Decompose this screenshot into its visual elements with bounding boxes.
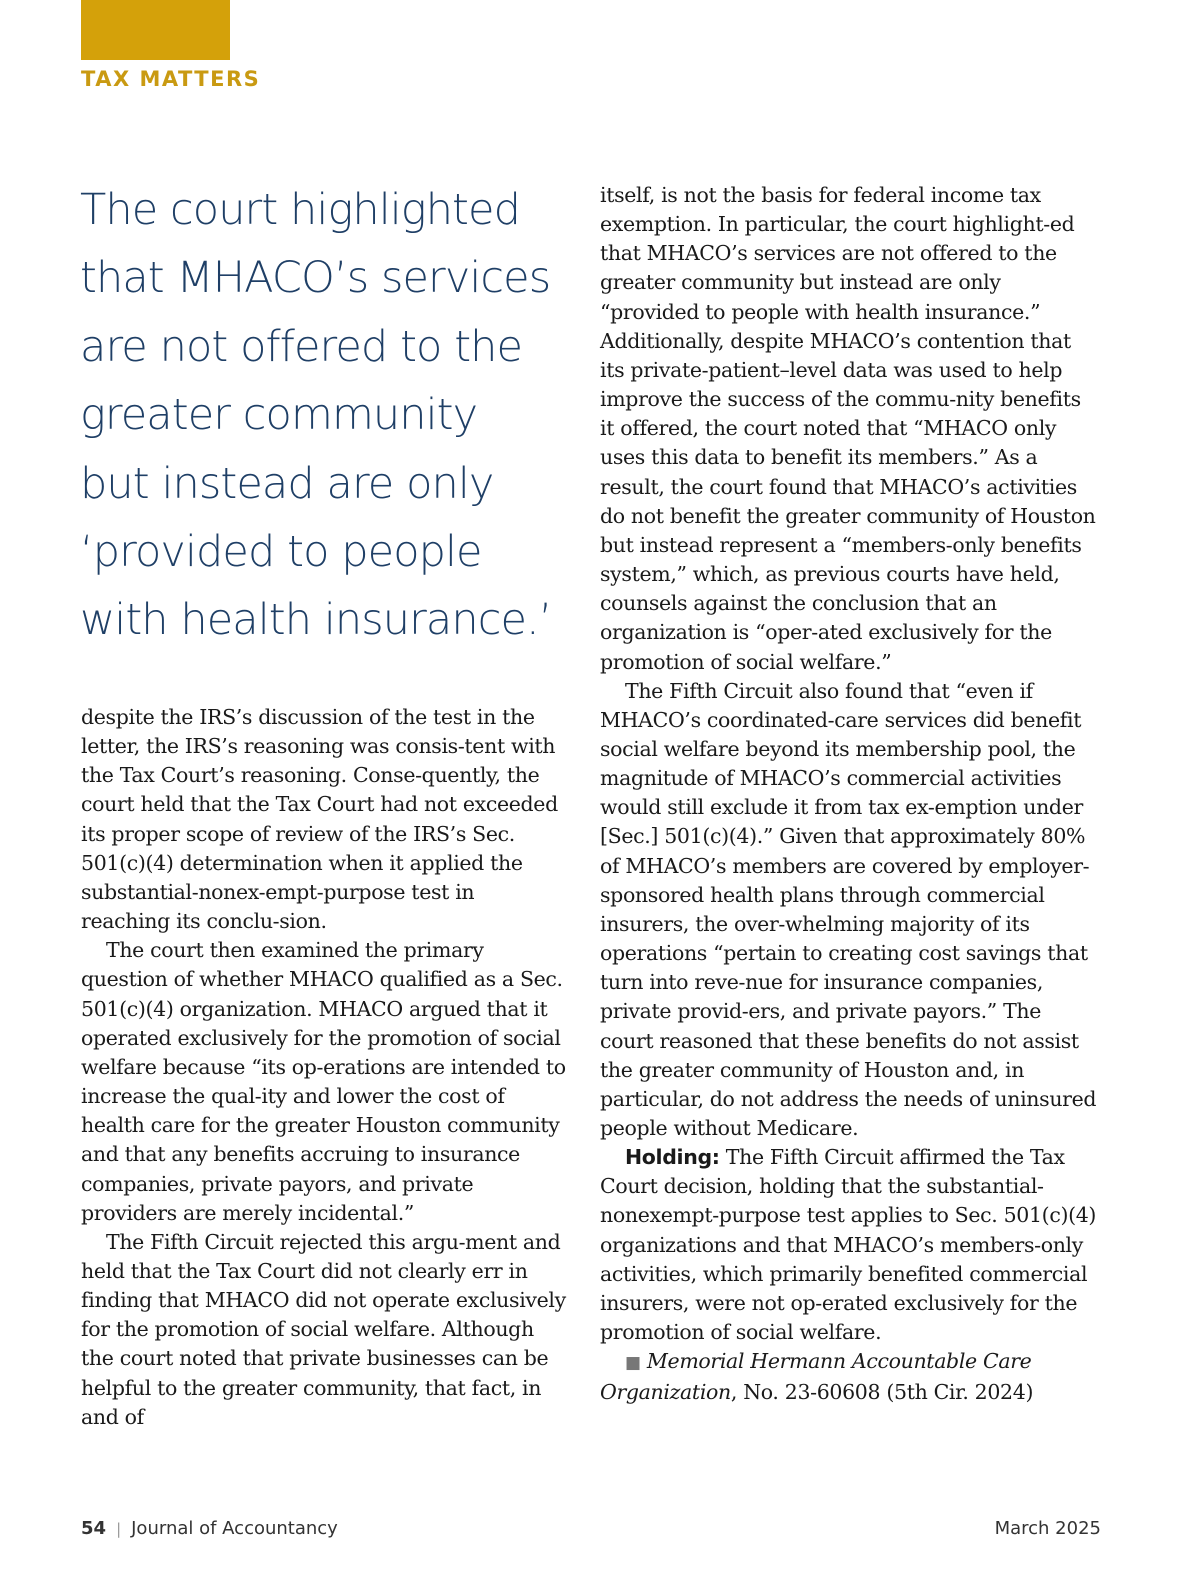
- body-paragraph: The court then examined the primary question of whether MHACO qualified as a Sec. 501(c)(4) organization. MHACO argued that it operated exclusively for the promotion of social welfare because “its op-erations are intended to increase the qual-ity and lower the cost of health care for the greater Houston community and that any benefits accruing to insurance companies, private payors, and private providers are merely incidental.”: [81, 938, 566, 1225]
- pull-quote-line: The court highlighted: [80, 185, 520, 235]
- section-label: TAX MATTERS: [81, 67, 261, 91]
- pull-quote-line: are not offered to the: [80, 321, 523, 372]
- holding-label: Holding:: [625, 1145, 720, 1170]
- pull-quote-line: with health insurance.’: [80, 595, 552, 646]
- body-paragraph: despite the IRS’s discussion of the test in the letter, the IRS’s reasoning was consis-tent with the Tax Court’s reasoning. Conse-quently, the court held that the Tax Court had not exceeded its proper scope of review of the IRS’s Sec. 501(c)(4) determination when it applied the substantial-nonex-empt-purpose test in reaching its conclu-sion.: [81, 705, 558, 934]
- pull-quote-line: ‘provided to people: [80, 527, 482, 578]
- body-paragraph: The Fifth Circuit rejected this argu-ment and held that the Tax Court did not clearly err in finding that MHACO did not operate exclusively for the promotion of social welfare. Although the court noted that private businesses can be helpful to the greater community, that fact, in and of: [81, 1229, 566, 1429]
- issue-date: March 2025: [994, 1518, 1101, 1539]
- body-paragraph: The Fifth Circuit also found that “even if MHACO’s coordinated-care services did benefit social welfare beyond its membership pool, the magnitude of MHACO’s commercial activities would still exclude it from tax ex-emption under [Sec.] 501(c)(4).” Given that approximately 80% of MHACO’s members are covered by employer-sponsored health plans through commercial insurers, the over-whelming majority of its operations “pertain to creating cost savings that turn into reve-nue for insurance companies, private provid-ers, and private payors.” The court reasoned that these benefits do not assist the greater community of Houston and, in particular, do not address the needs of uninsured people without Medicare.: [600, 678, 1097, 1140]
- end-mark-icon: ■: [625, 1353, 641, 1374]
- pull-quote-line: greater community: [80, 390, 478, 441]
- footer-left: [81, 1518, 338, 1539]
- pull-quote-line: that MHACO’s services: [80, 253, 551, 304]
- pull-quote-line: but instead are only: [80, 458, 494, 509]
- case-citation: [600, 1347, 1100, 1407]
- holding-text: The Fifth Circuit affirmed the Tax Court decision, holding that the substantial-nonexempt-purpose test applies to Sec. 501(c)(4) organizations and that MHACO’s members-only activities, which primarily benefited commercial insurers, were not op-erated exclusively for the promotion of social welfare.: [600, 1145, 1097, 1345]
- left-column: [81, 703, 567, 1432]
- right-column: [600, 181, 1100, 1408]
- publication-name: Journal of Accountancy: [131, 1518, 338, 1539]
- holding-paragraph: [600, 1143, 1100, 1347]
- case-cite: , No. 23-60608 (5th Cir. 2024): [730, 1380, 1034, 1405]
- page-number: 54: [81, 1518, 107, 1539]
- case-name: Memorial Hermann Accountable Care Organization: [600, 1349, 1032, 1405]
- section-accent-bar: [81, 0, 230, 60]
- body-paragraph: itself, is not the basis for federal income tax exemption. In particular, the court highlight-ed that MHACO’s services are not offered to the greater community but instead are only “provided to people with health insurance.” Additionally, despite MHACO’s contention that its private-patient–level data was used to help improve the success of the commu-nity benefits it offered, the court noted that “MHACO only uses this data to benefit its members.” As a result, the court found that MHACO’s activities do not benefit the greater community of Houston but instead represent a “members-only benefits system,” which, as previous courts have held, counsels against the conclusion that an organization is “oper-ated exclusively for the promotion of social welfare.”: [600, 183, 1096, 674]
- footer-separator: |: [116, 1520, 122, 1538]
- pull-quote: [80, 176, 560, 655]
